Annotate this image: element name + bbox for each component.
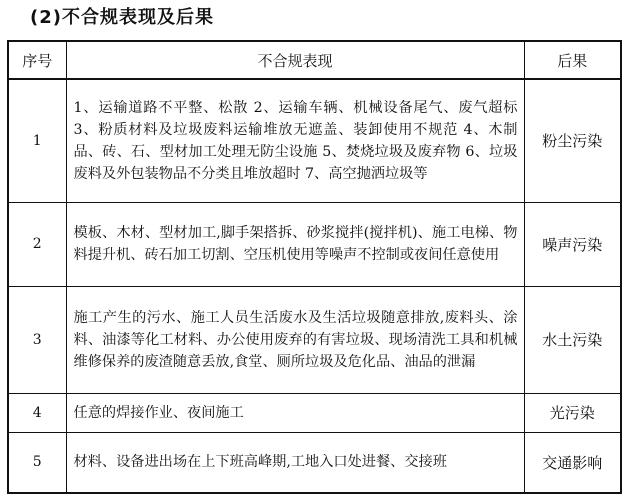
table-row	[8, 286, 621, 393]
table-row	[8, 79, 621, 202]
row-behavior: 1、运输道路不平整、松散 2、运输车辆、机械设备尾气、废气超标 3、粉质材料及垃圾废料运输堆放无遮盖、装卸使用不规范 4、木制品、砖、石、型材加工处理无防尘设施 5、焚烧垃圾及废弃物 6、垃圾废料及外包装物品不分类且堆放超时 7、高空抛洒垃圾等	[66, 79, 524, 202]
row-number: 2	[8, 202, 66, 286]
table-row	[8, 202, 621, 286]
column-header-behavior: 不合规表现	[66, 41, 524, 79]
row-number: 5	[8, 432, 66, 493]
row-number: 4	[8, 393, 66, 432]
table-row	[8, 393, 621, 432]
column-header-consequence: 后果	[524, 41, 621, 79]
row-consequence: 粉尘污染	[524, 79, 621, 202]
column-header-number: 序号	[8, 41, 66, 79]
table-row	[8, 432, 621, 493]
row-number: 3	[8, 286, 66, 393]
row-number: 1	[8, 79, 66, 202]
noncompliance-table	[7, 40, 622, 494]
row-consequence: 噪声污染	[524, 202, 621, 286]
row-consequence: 交通影响	[524, 432, 621, 493]
table-header-row	[8, 41, 621, 79]
row-behavior: 模板、木材、型材加工,脚手架搭拆、砂浆搅拌(搅拌机)、施工电梯、物料提升机、砖石加工切割、空压机使用等噪声不控制或夜间任意使用	[66, 202, 524, 286]
row-behavior: 施工产生的污水、施工人员生活废水及生活垃圾随意排放,废料头、涂料、油漆等化工材料、办公使用废弃的有害垃圾、现场清洗工具和机械维修保养的废渣随意丢放,食堂、厕所垃圾及危化品、油品的泄漏	[66, 286, 524, 393]
row-behavior: 任意的焊接作业、夜间施工	[66, 393, 524, 432]
row-consequence: 水土污染	[524, 286, 621, 393]
row-consequence: 光污染	[524, 393, 621, 432]
row-behavior: 材料、设备进出场在上下班高峰期,工地入口处进餐、交接班	[66, 432, 524, 493]
section-heading: (2)不合规表现及后果	[30, 7, 214, 28]
